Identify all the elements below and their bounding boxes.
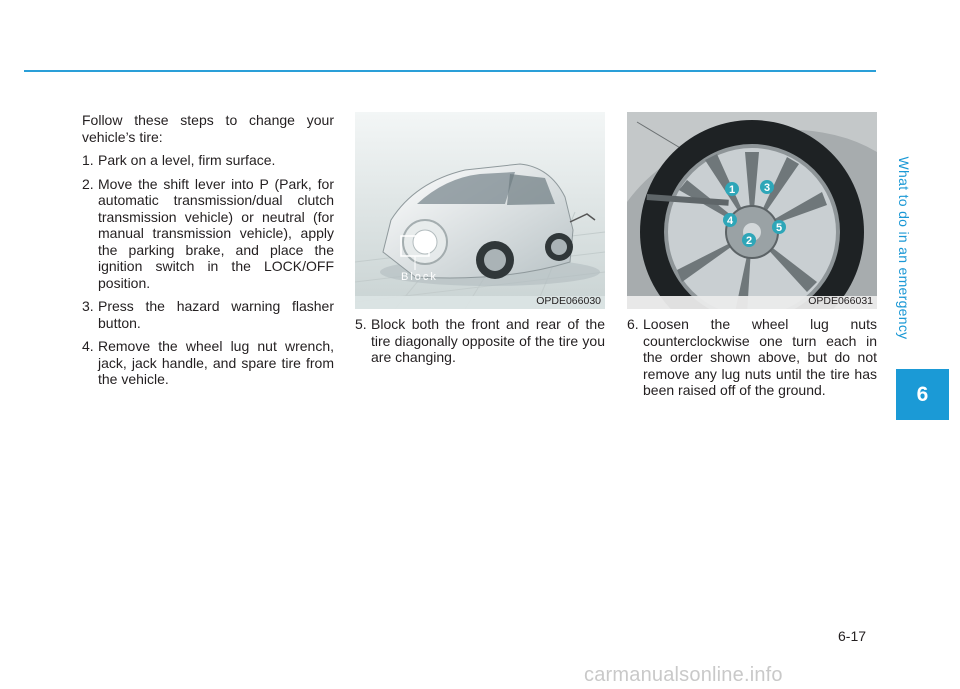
- lug-number-5: 5: [775, 222, 783, 234]
- lug-number-4: 4: [726, 215, 734, 227]
- step-text: Park on a level, firm surface.: [98, 152, 276, 168]
- chapter-tab: 6: [896, 369, 949, 420]
- lug-number-2: 2: [745, 235, 753, 247]
- step-2: [82, 176, 334, 292]
- step-6: [627, 316, 877, 399]
- figure-car-wheel-block: [355, 112, 605, 309]
- intro-paragraph: Follow these steps to change your vehicle’s tire:: [82, 112, 334, 145]
- step-4: [82, 338, 334, 388]
- chapter-side-title-text: What to do in an emergency: [896, 156, 912, 340]
- step-number: 4.: [82, 338, 94, 354]
- block-label: Block: [401, 271, 438, 283]
- figure-wheel-lug-order: [627, 112, 877, 309]
- step-text: Press the hazard warning flasher button.: [98, 298, 334, 331]
- step-number: 3.: [82, 298, 94, 314]
- step-number: 6.: [627, 316, 639, 332]
- page-number: 6-17: [838, 628, 867, 644]
- step-text: Move the shift lever into P (Park, for automatic transmission/dual clutch transmission vehicle) or neutral (for manual transmission vehicle), apply the parking brake, and place the ignition switch in the LOCK/OFF position.: [98, 175, 334, 291]
- text-column-2: [355, 316, 605, 373]
- step-number: 1.: [82, 152, 94, 168]
- step-5: [355, 316, 605, 366]
- wheel-illustration: [627, 112, 877, 309]
- watermark: carmanualsonline.info: [584, 664, 783, 686]
- lug-number-1: 1: [728, 184, 736, 196]
- top-rule: [24, 70, 876, 72]
- lug-number-3: 3: [763, 182, 771, 194]
- step-3: [82, 298, 334, 331]
- step-1: [82, 152, 334, 169]
- figure-code: OPDE066030: [536, 295, 601, 307]
- figure-code: OPDE066031: [808, 295, 873, 307]
- text-column-3: [627, 316, 877, 406]
- step-text: Block both the front and rear of the tire diagonally opposite of the tire you are changing.: [371, 316, 605, 365]
- step-number: 2.: [82, 175, 94, 192]
- text-column-1: [82, 112, 334, 395]
- step-text: Loosen the wheel lug nuts counterclockwise one turn each in the order shown above, but do not remove any lug nuts until the tire has been raised off of the ground.: [643, 316, 877, 398]
- car-illustration: [355, 112, 605, 309]
- step-number: 5.: [355, 316, 367, 332]
- step-text: Remove the wheel lug nut wrench, jack, jack handle, and spare tire from the vehicle.: [98, 338, 334, 387]
